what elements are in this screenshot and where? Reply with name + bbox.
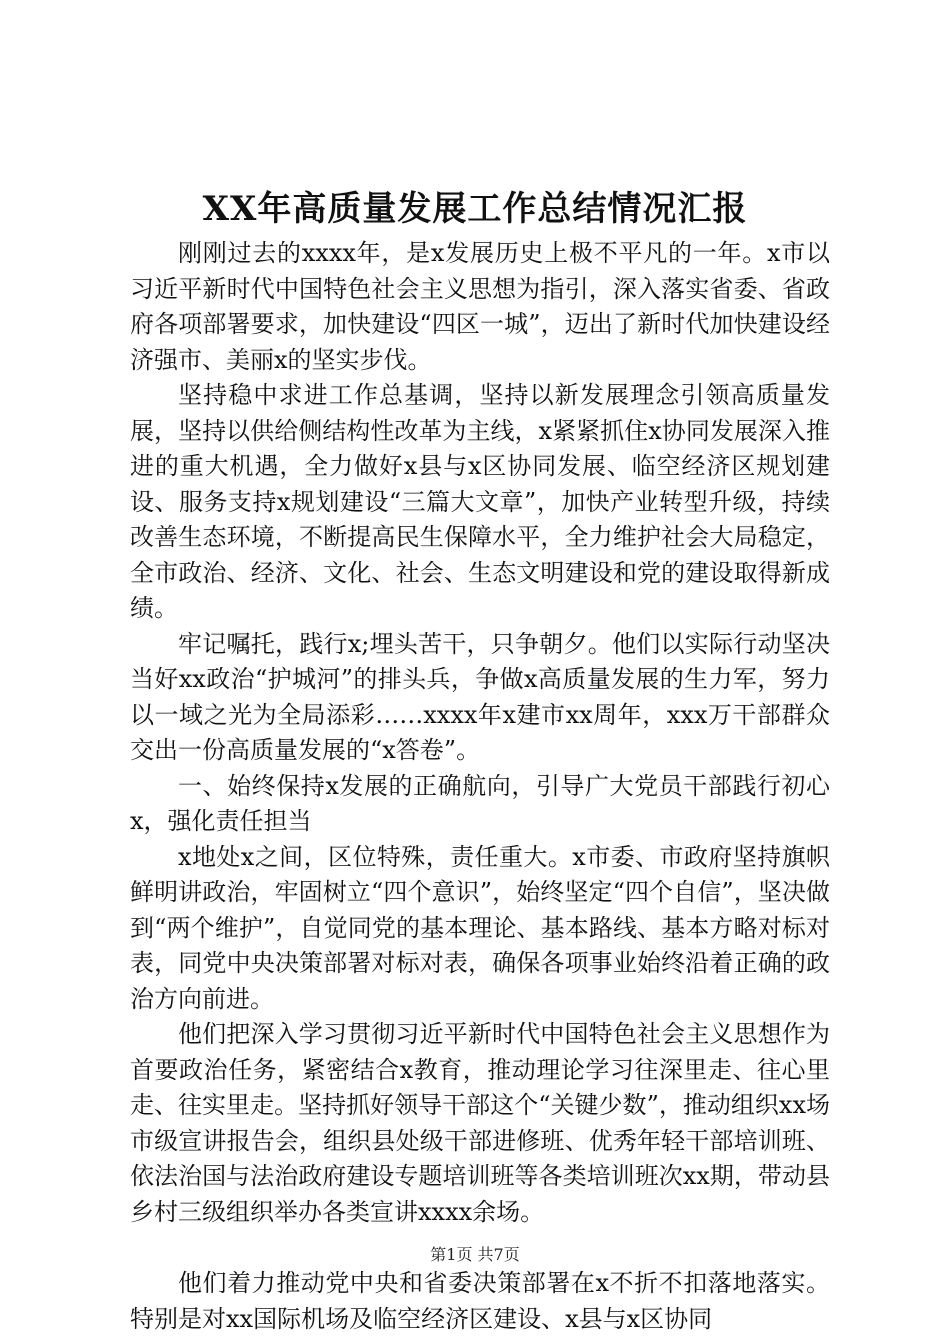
paragraph-mission: 牢记嘱托，践行x;埋头苦干，只争朝夕。他们以实际行动坚决当好xx政治“护城河”的排头兵，争做x高质量发展的生力军，努力以一域之光为全局添彩……xxxx年x建市xx周年，xxx万干部群众交出一份高质量发展的“x答卷”。 — [130, 629, 830, 764]
document-body — [130, 236, 830, 1337]
section-heading-1: 一、始终保持x发展的正确航向，引导广大党员干部践行初心x，强化责任担当 — [130, 771, 830, 835]
paragraph-study: 他们把深入学习贯彻习近平新时代中国特色社会主义思想作为首要政治任务，紧密结合x教育，推动理论学习往深里走、往心里走、往实里走。坚持抓好领导干部这个“关键少数”，推动组织xx场市级宣讲报告会，组织县处级干部进修班、优秀年轻干部培训班、依法治国与法治政府建设专题培训班等各类培训班次xx期，带动县乡村三级组织举办各类宣讲xxxx余场。 — [130, 1020, 830, 1226]
paragraph-location: x地处x之间，区位特殊，责任重大。x市委、市政府坚持旗帜鲜明讲政治，牢固树立“四个意识”，始终坚定“四个自信”，坚决做到“两个维护”，自觉同党的基本理论、基本路线、基本方略对标对表，同党中央决策部署对标对表，确保各项事业始终沿着正确的政治方向前进。 — [130, 842, 830, 1013]
page-number-footer: 第1页 共7页 — [430, 1245, 520, 1264]
paragraph-implementation: 他们着力推动党中央和省委决策部署在x不折不扣落地落实。特别是对xx国际机场及临空经济区建设、x县与x区协同 — [130, 1269, 830, 1333]
document-title: XX年高质量发展工作总结情况汇报 — [202, 189, 748, 229]
paragraph-work-tone: 坚持稳中求进工作总基调，坚持以新发展理念引领高质量发展，坚持以供给侧结构性改革为主线，x紧紧抓住x协同发展深入推进的重大机遇，全力做好x县与x区协同发展、临空经济区规划建设、服务支持x规划建设“三篇大文章”，加快产业转型升级，持续改善生态环境，不断提高民生保障水平，全力维护社会大局稳定，全市政治、经济、文化、社会、生态文明建设和党的建设取得新成绩。 — [130, 381, 830, 622]
paragraph-intro: 刚刚过去的xxxx年，是x发展历史上极不平凡的一年。x市以习近平新时代中国特色社会主义思想为指引，深入落实省委、省政府各项部署要求，加快建设“四区一城”，迈出了新时代加快建设经济强市、美丽x的坚实步伐。 — [130, 239, 830, 374]
